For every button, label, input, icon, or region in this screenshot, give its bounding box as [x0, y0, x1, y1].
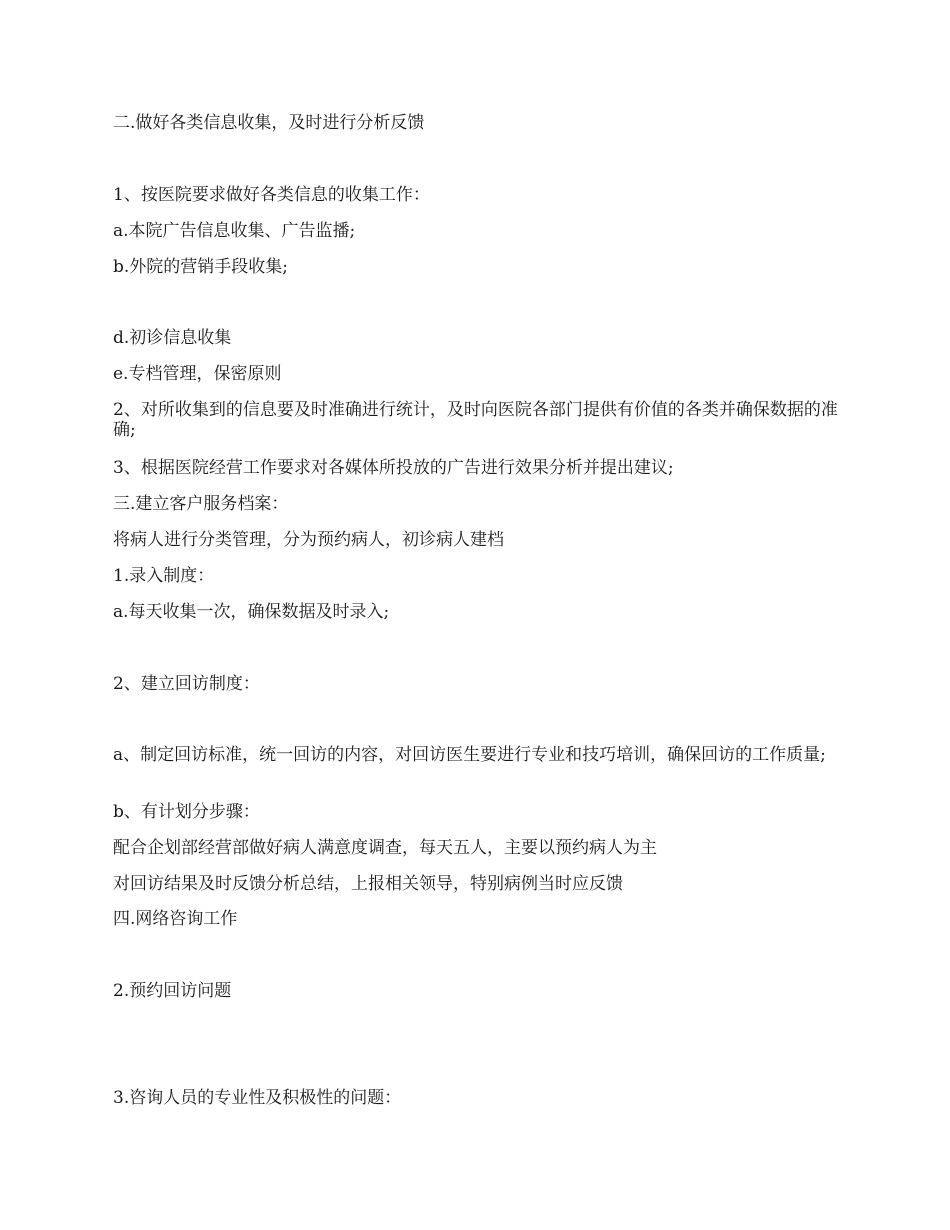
item-collect-info: 1、按医院要求做好各类信息的收集工作：	[113, 185, 430, 205]
item-planned-steps: b、有计划分步骤：	[113, 802, 260, 822]
item-daily-collection: a.每天收集一次，确保数据及时录入;	[113, 602, 390, 622]
item-appointment-follow-up: 2.预约回访问题	[113, 981, 232, 1001]
item-consultant-professionalism: 3.咨询人员的专业性及积极性的问题：	[113, 1088, 402, 1108]
item-ad-analysis: 3、根据医院经营工作要求对各媒体所投放的广告进行效果分析并提出建议;	[113, 458, 674, 478]
item-marketing-collection: b.外院的营销手段收集;	[113, 257, 289, 277]
paragraph-feedback-summary: 对回访结果及时反馈分析总结，上报相关领导，特别病例当时应反馈	[113, 874, 623, 894]
section-heading-info-collection: 二.做好各类信息收集，及时进行分析反馈	[113, 113, 425, 133]
item-statistics: 2、对所收集到的信息要及时准确进行统计，及时向医院各部门提供有价值的各类并确保数据的准确;	[113, 400, 838, 440]
paragraph-satisfaction-survey: 配合企划部经营部做好病人满意度调查，每天五人，主要以预约病人为主	[113, 838, 657, 858]
item-follow-up-standard: a、制定回访标准，统一回访的内容，对回访医生要进行专业和技巧培训，确保回访的工作质量;	[113, 745, 826, 765]
item-entry-system: 1.录入制度：	[113, 566, 215, 586]
item-ad-collection: a.本院广告信息收集、广告监播;	[113, 221, 356, 241]
section-heading-online-consulting: 四.网络咨询工作	[113, 909, 238, 929]
paragraph-patient-classification: 将病人进行分类管理，分为预约病人，初诊病人建档	[113, 530, 504, 550]
item-follow-up-system: 2、建立回访制度：	[113, 674, 260, 694]
section-heading-customer-archive: 三.建立客户服务档案：	[113, 494, 289, 514]
item-first-visit-info: d.初诊信息收集	[113, 328, 232, 348]
item-archive-management: e.专档管理，保密原则	[113, 364, 282, 384]
